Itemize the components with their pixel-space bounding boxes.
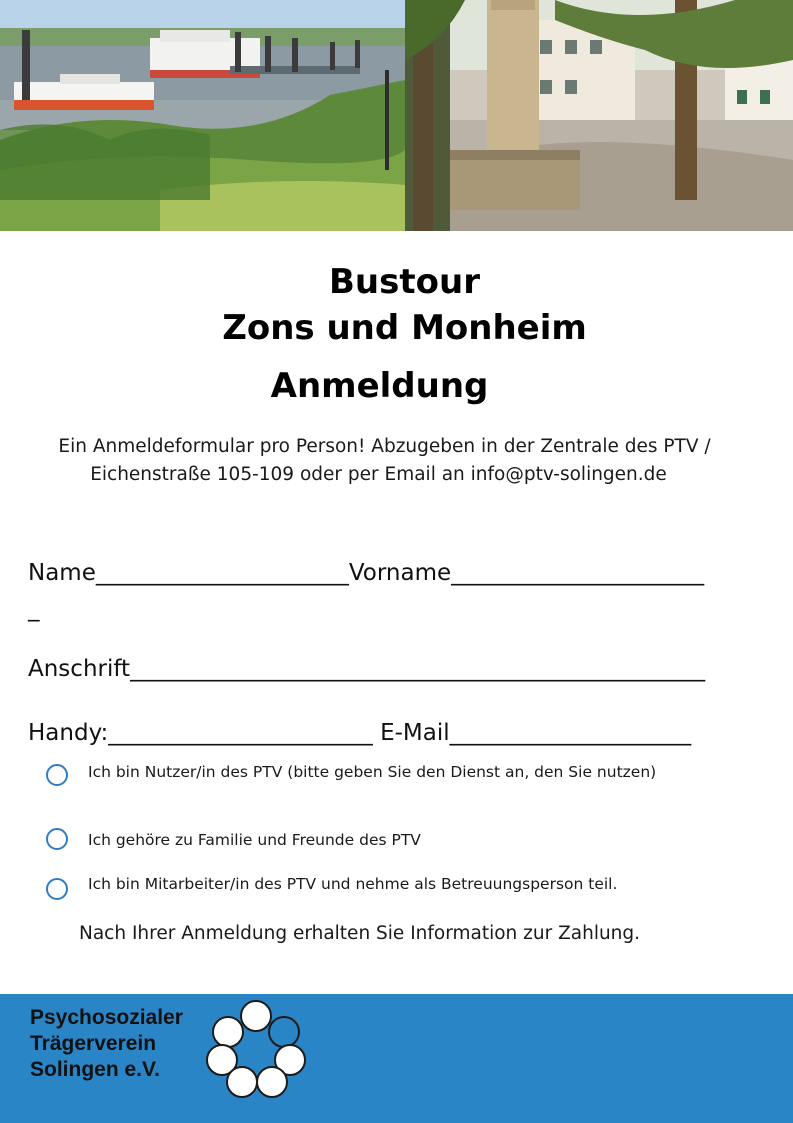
org-name-line-3: Solingen e.V. bbox=[30, 1058, 160, 1081]
logo-ring bbox=[226, 1066, 258, 1098]
logo-ring bbox=[256, 1066, 288, 1098]
name-field-continuation: _ bbox=[28, 596, 40, 622]
phone-email-field[interactable]: Handy:_______________________ E-Mail_____________________ bbox=[28, 720, 692, 746]
payment-note: Nach Ihrer Anmeldung erhalten Sie Information zur Zahlung. bbox=[79, 923, 641, 944]
option-label: Ich gehöre zu Familie und Freunde des PTV bbox=[88, 831, 421, 849]
footer-banner bbox=[0, 994, 793, 1123]
radio-circle-icon[interactable] bbox=[46, 878, 68, 900]
town-fountain-photo bbox=[405, 0, 793, 231]
radio-circle-icon[interactable] bbox=[46, 764, 68, 786]
option-label: Ich bin Nutzer/in des PTV (bitte geben Sie den Dienst an, den Sie nutzen) bbox=[88, 763, 657, 781]
option-label: Ich bin Mitarbeiter/in des PTV und nehme als Betreuungsperson teil. bbox=[88, 875, 618, 893]
title-destination: Zons und Monheim bbox=[222, 308, 587, 348]
title-anmeldung: Anmeldung bbox=[270, 366, 489, 406]
river-ferry-photo bbox=[0, 0, 405, 231]
title-bustour: Bustour bbox=[329, 262, 480, 302]
org-name-line-2: Trägerverein bbox=[30, 1032, 157, 1055]
logo-ring bbox=[240, 1000, 272, 1032]
org-name-line-1: Psychosozialer bbox=[30, 1006, 183, 1029]
intro-line-1: Ein Anmeldeformular pro Person! Abzugeben in der Zentrale des PTV / bbox=[58, 436, 711, 457]
logo-ring bbox=[268, 1016, 300, 1048]
address-field[interactable]: Anschrift__________________________________________________ bbox=[28, 656, 706, 682]
intro-line-2: Eichenstraße 105-109 oder per Email an info@ptv-solingen.de bbox=[90, 464, 667, 485]
name-vorname-field[interactable]: Name______________________Vorname______________________ bbox=[28, 560, 705, 586]
logo-ring bbox=[212, 1016, 244, 1048]
radio-circle-icon[interactable] bbox=[46, 828, 68, 850]
